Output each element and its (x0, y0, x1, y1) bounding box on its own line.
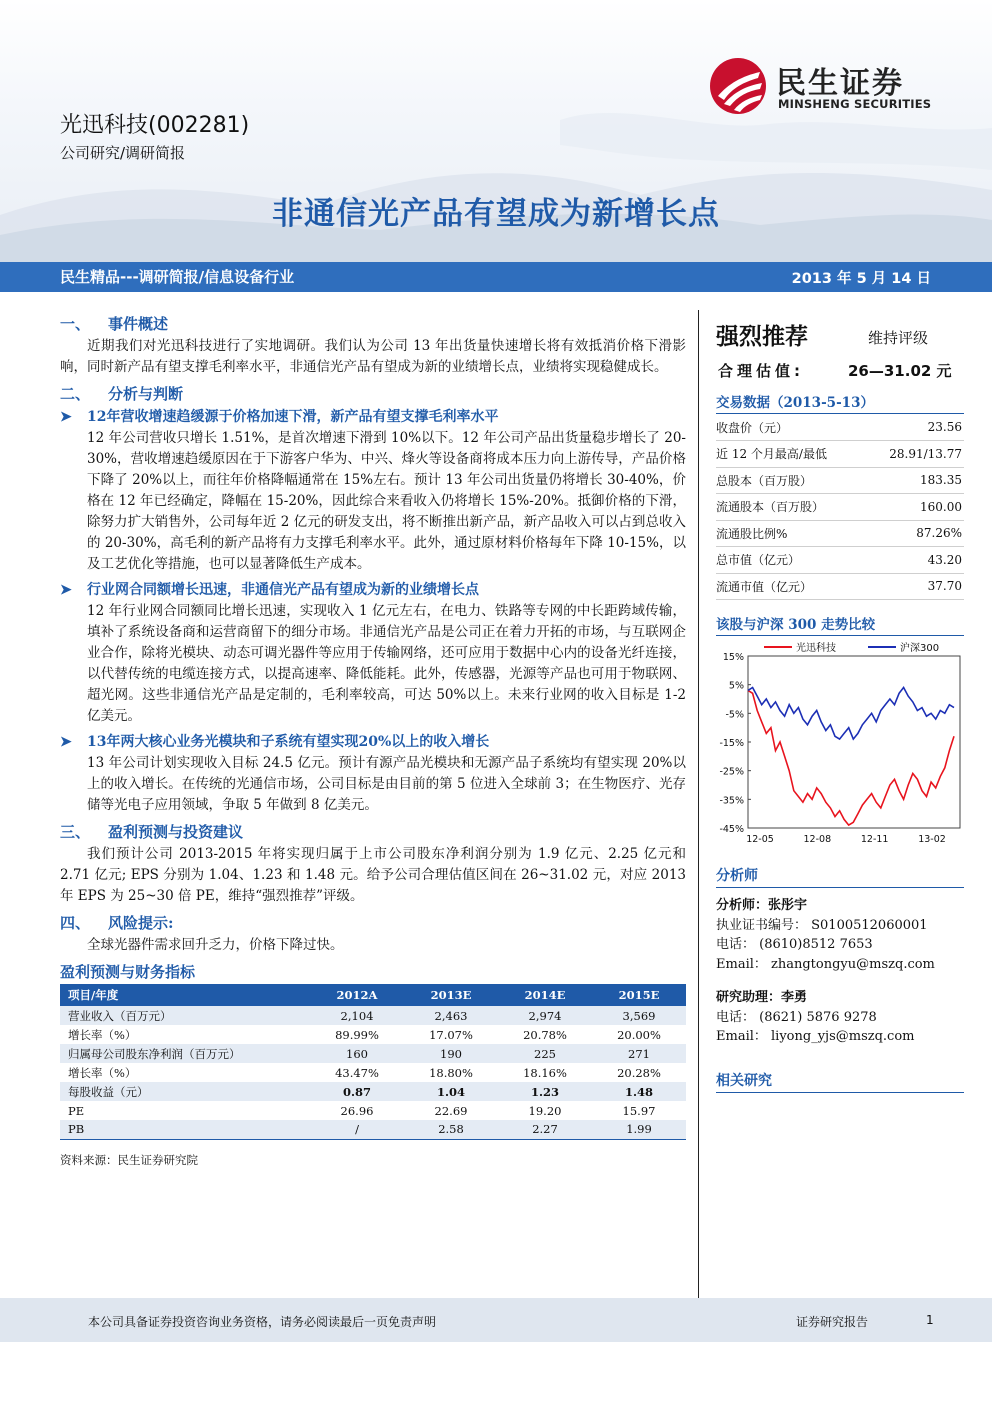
arrow-bullet-icon: ➤ (60, 734, 72, 750)
table-header-row (60, 984, 686, 1006)
analyst-cert: 执业证书编号： S0100512060001 (716, 917, 928, 933)
series-line-1 (748, 688, 954, 740)
minsheng-logo-icon (708, 56, 768, 116)
section-heading-1: 一、 事件概述 (60, 315, 169, 333)
y-tick-label: -15% (719, 738, 744, 749)
analyst-email[interactable]: Email： zhangtongyu@mszq.com (716, 956, 935, 972)
footer-disclaimer: 本公司具备证券投资咨询业务资格，请务必阅读最后一页免责声明 (88, 1315, 437, 1329)
subsection-heading-3: ➤ 13年两大核心业务光模块和子系统有望实现20%以上的收入增长 (60, 731, 686, 753)
table-row: 流通股本（百万股） 160.00 (716, 494, 964, 521)
y-tick-label: -45% (719, 824, 744, 835)
table-header: 2013E (404, 984, 498, 1006)
x-tick-label: 12-08 (803, 834, 832, 845)
brand-logo (708, 56, 938, 116)
main-content (60, 312, 686, 1168)
valuation-block (716, 350, 964, 384)
footer-report-label: 证券研究报告 (796, 1315, 869, 1329)
y-tick-label: 15% (722, 652, 744, 663)
assistant-email[interactable]: Email： liyong_yjs@mszq.com (716, 1029, 915, 1044)
valuation-label: 合理估值: (718, 362, 804, 380)
legend-label-1: 沪深300 (900, 643, 940, 654)
arrow-bullet-icon: ➤ (60, 409, 72, 425)
report-title: 非通信光产品有望成为新增长点 (272, 196, 720, 232)
analyst-title: 分析师 (716, 864, 964, 888)
sidebar (716, 318, 964, 1093)
table-row: 增长率（%） 89.99% 17.07% 20.78% 20.00% (68, 1027, 661, 1042)
financial-table (60, 984, 686, 1140)
table-header: 2012A (310, 984, 404, 1006)
brand-name-cn: 民生证券 (776, 66, 904, 101)
analyst-name: 分析师：张彤宇 (716, 898, 808, 913)
column-divider (698, 310, 699, 1298)
rating: 强烈推荐 (716, 324, 808, 350)
fin-table-title: 盈利预测与财务指标 (60, 963, 196, 981)
rating-block (716, 318, 964, 350)
subsection-heading-2: ➤ 行业网合同额增长迅速，非通信光产品有望成为新的业绩增长点 (60, 579, 686, 601)
subsection-2-text: 12 年行业网合同额同比增长迅速，实现收入 1 亿元左右，在电力、铁路等专网的中长距跨域传输，填补了系统设备商和运营商留下的细分市场。非通信光产品是公司正在着力开拓的市场，与互联网企业合作，除将光模块、动态可调光器件等应用于传输网络，还可应用于数据中心内的设备光纤连接，以代替传统的电缆连接方式，以提高速率、降低能耗。此外，传感器，光源等产品也可用于物联网、超光网。这些非通信光产品是定制的，毛利率较高，可达 50%以上。未来行业网的收入目标是 1-2 亿美元。 (87, 603, 686, 724)
table-row: 近 12 个月最高/最低 28.91/13.77 (716, 441, 964, 468)
table-row: 收盘价（元） 23.56 (716, 414, 964, 441)
band-date: 2013 年 5 月 14 日 (791, 271, 931, 287)
subsection-heading-1: ➤ 12年营收增速趋缓源于价格加速下滑，新产品有望支撑毛利率水平 (60, 406, 686, 428)
rating-keep: 维持评级 (868, 329, 929, 347)
y-tick-label: 5% (728, 680, 744, 692)
chart-svg (716, 638, 964, 848)
section-heading-4: 四、 风险提示: (60, 914, 174, 932)
band-category: 民生精品---调研简报/信息设备行业 (60, 268, 295, 286)
section-4-text: 全球光器件需求回升乏力，价格下降过快。 (87, 937, 344, 953)
subsection-3-text: 13 年公司计划实现收入目标 24.5 亿元。预计有源产品光模块和无源产品子系统均有望实现 20%以上的收入增长。在传统的光通信市场，公司目标是由目前的第 5 位进入全球前 3；在生物医疗、光存储等光电子应用领域，争取 5 年做到 8 亿美元。 (87, 755, 686, 813)
x-tick-label: 12-05 (746, 834, 774, 845)
section-heading-2: 二、 分析与判断 (60, 385, 184, 403)
table-row: PE 26.96 22.69 19.20 15.97 (68, 1103, 656, 1118)
table-row: 总股本（百万股） 183.35 (716, 467, 964, 494)
table-header: 2015E (592, 984, 686, 1006)
x-tick-label: 12-11 (860, 834, 889, 845)
table-row: 流通股比例% 87.26% (716, 520, 964, 547)
trade-data-table (716, 414, 964, 600)
company-name: 光迅科技(002281) (60, 113, 250, 138)
table-row: 营业收入（百万元） 2,104 2,463 2,974 3,569 (60, 1006, 686, 1025)
section-3-text: 我们预计公司 2013-2015 年将实现归属于上市公司股东净利润分别为 1.9 亿元、2.25 亿元和 2.71 亿元; EPS 分别为 1.04、1.23 和 1.48 元。给予公司合理估值区间在 26~31.02 元，对应 2013 年 EPS 为 25~30 倍 PE，维持“强烈推荐”评级。 (60, 846, 686, 904)
section-1-text: 近期我们对光迅科技进行了实地调研。我们认为公司 13 年出货量快速增长将有效抵消价格下滑影响，同时新产品有望支撑毛利率水平，非通信光产品有望成为新的业绩增长点，业绩将实现稳健成长。 (60, 338, 686, 375)
table-row: PB / 2.58 2.27 1.99 (60, 1120, 686, 1139)
report-type: 公司研究/调研简报 (60, 144, 186, 162)
price-comparison-chart (716, 638, 964, 848)
table-row: 归属母公司股东净利润（百万元） 160 190 225 271 (60, 1044, 686, 1063)
page-number: 1 (926, 1313, 934, 1327)
table-header: 2014E (498, 984, 592, 1006)
assistant-tel: 电话： (8621) 5876 9278 (716, 1009, 877, 1025)
table-header: 项目/年度 (60, 984, 310, 1006)
chart-title: 该股与沪深 300 走势比较 (716, 614, 964, 636)
table-row: 每股收益（元） 0.87 1.04 1.23 1.48 (60, 1082, 686, 1101)
analyst-info (716, 896, 964, 1047)
assistant-name: 研究助理：李勇 (716, 990, 808, 1005)
table-source: 资料来源：民生证券研究院 (60, 1152, 198, 1167)
table-row: 流通市值（亿元） 37.70 (716, 573, 964, 600)
valuation-value: 26—31.02 元 (848, 362, 952, 380)
section-heading-3: 三、 盈利预测与投资建议 (60, 823, 244, 841)
analyst-tel: 电话： (8610)8512 7653 (716, 937, 873, 952)
legend-label-0: 光迅科技 (796, 643, 836, 654)
related-research-title[interactable]: 相关研究 (716, 1069, 964, 1093)
y-tick-label: -5% (725, 709, 744, 721)
trade-data-title: 交易数据（2013-5-13） (716, 392, 964, 414)
arrow-bullet-icon: ➤ (60, 582, 72, 598)
table-row: 总市值（亿元） 43.20 (716, 547, 964, 574)
y-tick-label: -25% (719, 766, 744, 778)
brand-name-en: MINSHENG SECURITIES (778, 97, 932, 111)
y-tick-label: -35% (719, 795, 744, 807)
table-row: 增长率（%） 43.47% 18.80% 18.16% 20.28% (68, 1065, 661, 1080)
x-tick-label: 13-02 (918, 834, 946, 845)
subsection-1-text: 12 年公司营收只增长 1.51%，是首次增速下滑到 10%以下。12 年公司产品出货量稳步增长了 20-30%，营收增速趋缓原因在于下游客户华为、中兴、烽火等设备商将成本压力向上游传导，产品价格下降了 20%以上，而往年价格降幅通常在 15%左右。预计 13 年公司出货量仍将增长 30-40%，价格在 12 年已经确定，降幅在 15-20%，因此综合来看收入仍将增长 15%-20%。抵御价格的下滑，除努力扩大销售外，公司每年近 2 亿元的研发支出，将不断推出新产品，新产品收入可以占到总收入的 20-30%，高毛利的新产品将有力支撑毛利率水平。此外，通过原材料价格每年下降 10-15%，以及工艺优化等措施，也可以显著降低生产成本。 (87, 430, 686, 572)
